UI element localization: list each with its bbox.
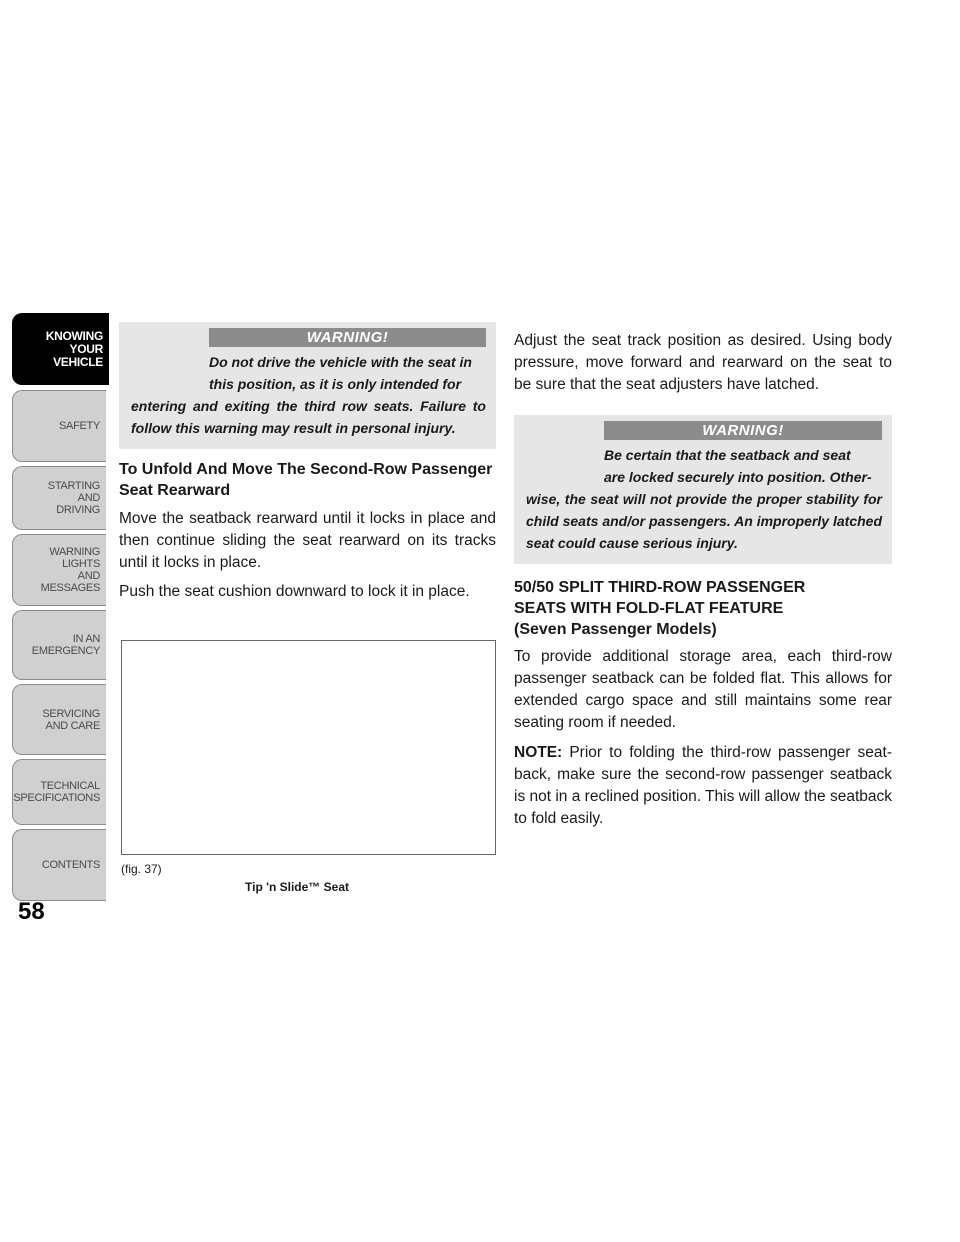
- warning-line: Do not drive the vehicle with the seat in: [209, 354, 472, 370]
- tab-contents[interactable]: [12, 829, 106, 901]
- warning-title: WARNING!: [604, 421, 882, 440]
- warning-title: WARNING!: [209, 328, 486, 347]
- figure-reference: (fig. 37): [121, 862, 162, 876]
- tab-knowing-your-vehicle[interactable]: [12, 313, 109, 385]
- heading-line: SEATS WITH FOLD-FLAT FEATURE: [514, 600, 784, 617]
- tab-label-line: IN AN: [72, 633, 100, 645]
- warning-line: Be certain that the seatback and seat: [604, 447, 851, 463]
- section-heading: [514, 577, 892, 640]
- tab-label-line: AND CARE: [45, 719, 100, 732]
- tab-label-line: TECHNICAL: [40, 780, 100, 792]
- warning-line: entering and exiting the third row seats. Failure to follow this warning may result in personal injury.: [131, 398, 486, 436]
- warning-box: [514, 415, 892, 564]
- paragraph: To provide additional storage area, each third-row passenger seatback can be folded flat. This allows for extended cargo space and still maintains some rear seating room if needed.: [514, 648, 892, 731]
- paragraph: Adjust the seat track position as desired. Using body pressure, move forward and rearward on the seat to be sure that the seat adjusters have latched.: [514, 332, 892, 393]
- tab-label-line: EMERGENCY: [31, 645, 100, 657]
- paragraph: Push the seat cushion downward to lock it in place.: [119, 583, 470, 600]
- tab-label-line: SAFETY: [59, 420, 100, 432]
- note-label: NOTE:: [514, 744, 563, 761]
- warning-line: are locked securely into position. Other-: [604, 469, 872, 485]
- tab-label-line: VEHICLE: [53, 354, 103, 369]
- tab-label-line: WARNING: [49, 546, 100, 558]
- left-column: [119, 322, 496, 603]
- figure-image-frame: [121, 640, 496, 855]
- figure-caption: Tip 'n Slide™ Seat: [245, 880, 349, 894]
- tab-technical-specifications[interactable]: [12, 759, 106, 825]
- tab-label-line: MESSAGES: [40, 582, 100, 594]
- tab-label-line: CONTENTS: [41, 859, 100, 871]
- tab-label-line: STARTING: [47, 480, 100, 492]
- warning-box: [119, 322, 496, 449]
- tab-label-line: KNOWING: [45, 328, 103, 343]
- section-heading: To Unfold And Move The Second-Row Passenger Seat Rearward: [119, 461, 493, 499]
- right-column: [514, 330, 892, 830]
- tab-label-line: AND: [77, 492, 100, 504]
- warning-line: this position, as it is only intended for: [209, 376, 462, 392]
- tab-label-line: YOUR: [69, 341, 103, 356]
- heading-line: (Seven Passenger Models): [514, 621, 717, 638]
- tab-label-line: SPECIFICATIONS: [13, 792, 100, 804]
- tab-warning-lights-and-messages[interactable]: [12, 534, 106, 606]
- tab-label-line: DRIVING: [56, 504, 100, 516]
- note-paragraph: [514, 742, 892, 830]
- paragraph: Move the seatback rearward until it locks in place and then continue sliding the seat rearward on its tracks until it locks in place.: [119, 510, 496, 571]
- page-number: 58: [18, 898, 45, 925]
- tab-safety[interactable]: [12, 390, 106, 462]
- tab-starting-and-driving[interactable]: [12, 466, 106, 530]
- note-text: Prior to folding the third-row passenger seat-back, make sure the second-row passenger seatback is not in a reclined position. This will allow the seatback to fold easily.: [514, 744, 892, 827]
- tab-label-line: SERVICING: [42, 707, 100, 720]
- warning-text: [526, 444, 882, 554]
- tab-servicing-and-care[interactable]: [12, 684, 106, 755]
- tab-label-line: AND: [77, 570, 100, 582]
- heading-line: 50/50 SPLIT THIRD-ROW PASSENGER: [514, 579, 806, 596]
- warning-line: wise, the seat will not provide the proper stability for child seats and/or passengers. An improperly latched seat could cause serious injury.: [526, 491, 882, 551]
- tab-label-line: LIGHTS: [62, 558, 100, 570]
- warning-text: [131, 351, 486, 439]
- tab-in-an-emergency[interactable]: [12, 610, 106, 680]
